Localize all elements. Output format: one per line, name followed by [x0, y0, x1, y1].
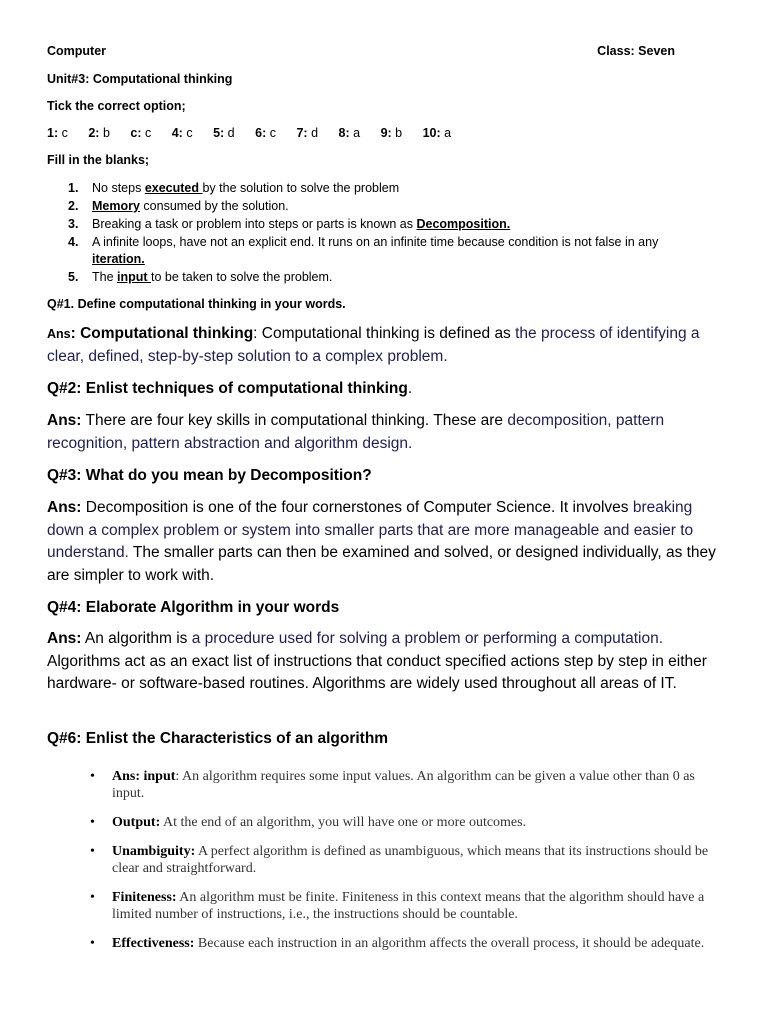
answer-item: 4: c [171, 126, 193, 140]
list-item: • Effectiveness: Because each instruction in an algorithm affects the overall process, it should be adequate. [90, 936, 705, 951]
answer-item: 9: b [380, 126, 403, 140]
fill-heading: Fill in the blanks; [47, 153, 150, 167]
q3-question: Q#3: What do you mean by Decomposition? [47, 467, 372, 484]
answer-item: 8: a [338, 126, 361, 140]
list-item: 5. The input to be taken to solve the problem. [68, 270, 333, 284]
q4-answer: Ans: An algorithm is a procedure used for solving a problem or performing a computation. Algorithms act as an exact list of instructions that conduct specified actions step by step in either hardware- or software-based routines. Algorithms are widely used throughout all areas of IT. [47, 630, 707, 692]
list-item: • Output: At the end of an algorithm, you will have one or more outcomes. [90, 815, 527, 830]
list-item: • Unambiguity: A perfect algorithm is defined as unambiguous, which means that its instructions should be clear and straightforward. [90, 844, 709, 876]
list-item: • Finiteness: An algorithm must be finite. Finiteness in this context means that the algorithm should have a limited number of instructions, i.e., the instructions should be countable. [90, 890, 705, 922]
subject-title: Computer [47, 44, 107, 58]
q2-question: Q#2: Enlist techniques of computational thinking. [47, 380, 413, 397]
q3-answer: Ans: Decomposition is one of the four cornerstones of Computer Science. It involves breaking down a complex problem or system into smaller parts that are more manageable and easier to understand. The smaller parts can then be examined and solved, or designed individually, as they are simpler to work with. [47, 499, 716, 584]
list-item: 3. Breaking a task or problem into steps or parts is known as Decomposition. [68, 217, 511, 231]
answer-item: 10: a [422, 126, 452, 140]
class-label: Class: Seven [597, 44, 675, 58]
fill-blanks-list [66, 180, 706, 287]
characteristics-list [88, 768, 713, 964]
unit-title: Unit#3: Computational thinking [47, 72, 233, 86]
q6-question: Q#6: Enlist the Characteristics of an algorithm [47, 730, 389, 747]
list-item: 2. Memory consumed by the solution. [68, 199, 289, 213]
q1-question: Q#1. Define computational thinking in your words. [47, 297, 346, 311]
tick-answers [47, 126, 468, 140]
answer-item: 2: b [88, 126, 110, 140]
q1-answer: Ans: Computational thinking: Computational thinking is defined as the process of identifying a clear, defined, step-by-step solution to a complex problem. [47, 325, 700, 365]
tick-heading: Tick the correct option; [47, 99, 186, 113]
answer-item: c: c [130, 126, 152, 140]
answer-item: 1: c [47, 126, 68, 140]
answer-item: 5: d [213, 126, 235, 140]
list-item: • Ans: input: An algorithm requires some input values. An algorithm can be given a value other than 0 as input. [90, 769, 695, 801]
answer-item: 7: d [296, 126, 319, 140]
list-item: 4. A infinite loops, have not an explicit end. It runs on an infinite time because condition is not false in any iteration. [68, 235, 659, 266]
q4-question: Q#4: Elaborate Algorithm in your words [47, 599, 340, 616]
list-item: 1. No steps executed by the solution to solve the problem [68, 181, 400, 195]
answer-item: 6: c [255, 126, 276, 140]
q2-answer: Ans: There are four key skills in computational thinking. These are decomposition, pattern recognition, pattern abstraction and algorithm design. [47, 412, 665, 452]
